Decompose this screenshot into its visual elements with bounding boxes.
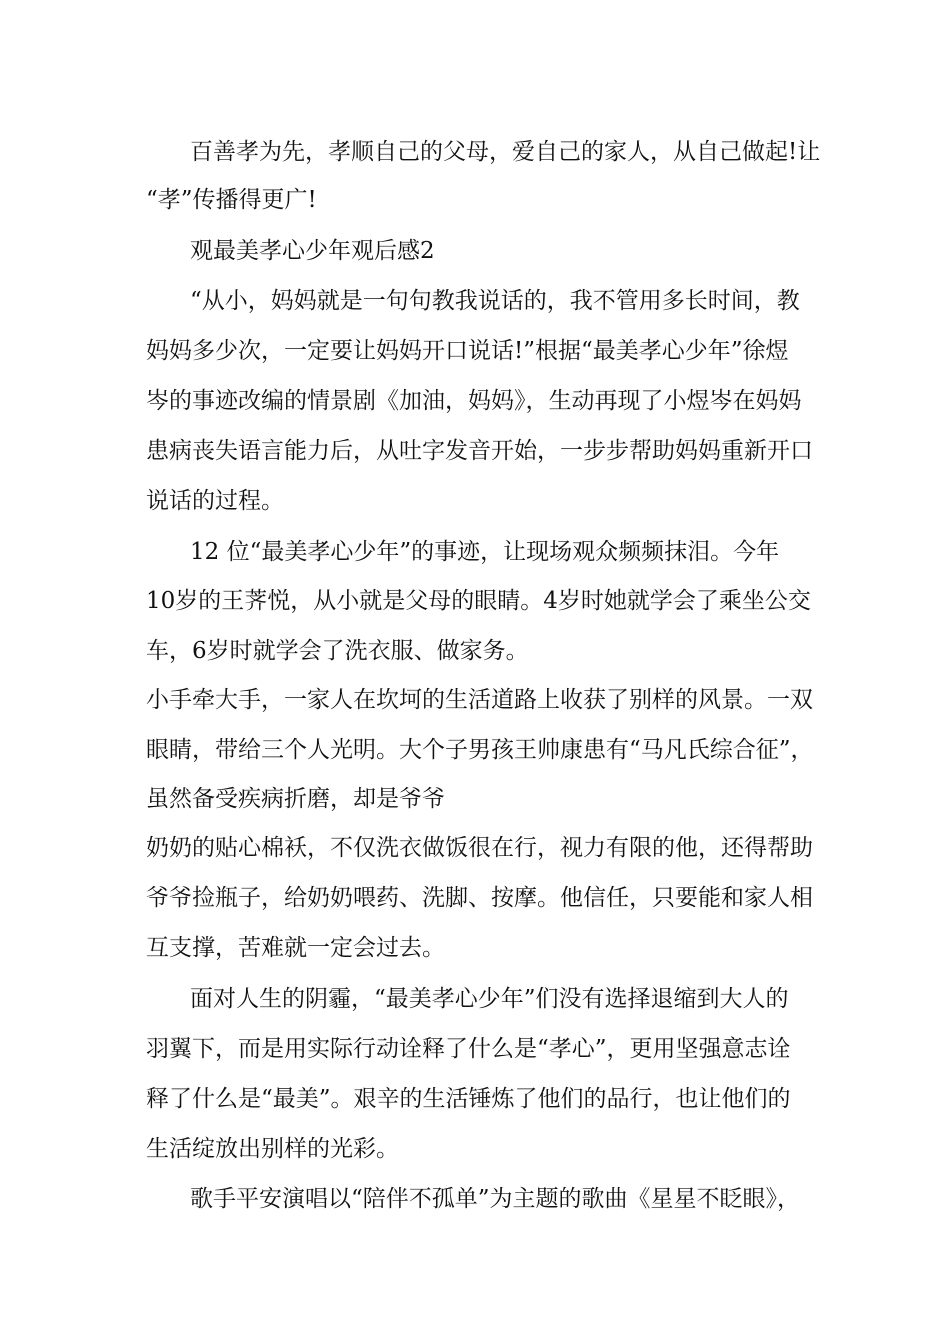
text-line: 生活绽放出别样的光彩。: [146, 1136, 399, 1162]
text-line: 奶奶的贴心棉袄，不仅洗衣做饭很在行，视力有限的他，还得帮助: [146, 835, 813, 861]
section-title: 观最美孝心少年观后感2: [190, 238, 435, 264]
text-line: 车，6岁时就学会了洗衣服、做家务。: [146, 638, 529, 664]
text-line: 岑的事迹改编的情景剧《加油，妈妈》，生动再现了小煜岑在妈妈: [146, 388, 802, 414]
text-line: 爷爷捡瓶子，给奶奶喂药、洗脚、按摩。他信任，只要能和家人相: [146, 885, 813, 911]
text-line: 10岁的王荠悦，从小就是父母的眼睛。4岁时她就学会了乘坐公交: [146, 588, 811, 614]
text-line: 释了什么是“最美”。艰辛的生活锤炼了他们的品行，也让他们的: [146, 1086, 791, 1112]
text-line: 歌手平安演唱以“陪伴不孤单”为主题的歌曲《星星不眨眼》，: [190, 1186, 801, 1212]
text-line: 12 位“最美孝心少年”的事迹，让现场观众频频抹泪。今年: [190, 539, 780, 565]
text-line: 百善孝为先，孝顺自己的父母，爱自己的家人，从自己做起!让: [190, 139, 821, 165]
text-line: “孝”传播得更广!: [146, 187, 317, 213]
text-line: 眼睛，带给三个人光明。大个子男孩王帅康患有“马凡氏综合征”，: [146, 737, 814, 763]
text-line: 患病丧失语言能力后，从吐字发音开始，一步步帮助妈妈重新开口: [146, 438, 813, 464]
text-line: 互支撑，苦难就一定会过去。: [146, 935, 445, 961]
text-line: 虽然备受疾病折磨，却是爷爷: [146, 786, 445, 812]
text-line: 妈妈多少次，一定要让妈妈开口说话!”根据“最美孝心少年”徐煜: [146, 338, 789, 364]
text-line: 说话的过程。: [146, 488, 284, 514]
text-line: 小手牵大手，一家人在坎坷的生活道路上收获了别样的风景。一双: [146, 687, 813, 713]
text-line: 羽翼下，而是用实际行动诠释了什么是“孝心”，更用坚强意志诠: [146, 1036, 791, 1062]
text-line: “从小，妈妈就是一句句教我说话的，我不管用多长时间，教: [190, 288, 800, 314]
text-line: 面对人生的阴霾，“最美孝心少年”们没有选择退缩到大人的: [190, 986, 789, 1012]
